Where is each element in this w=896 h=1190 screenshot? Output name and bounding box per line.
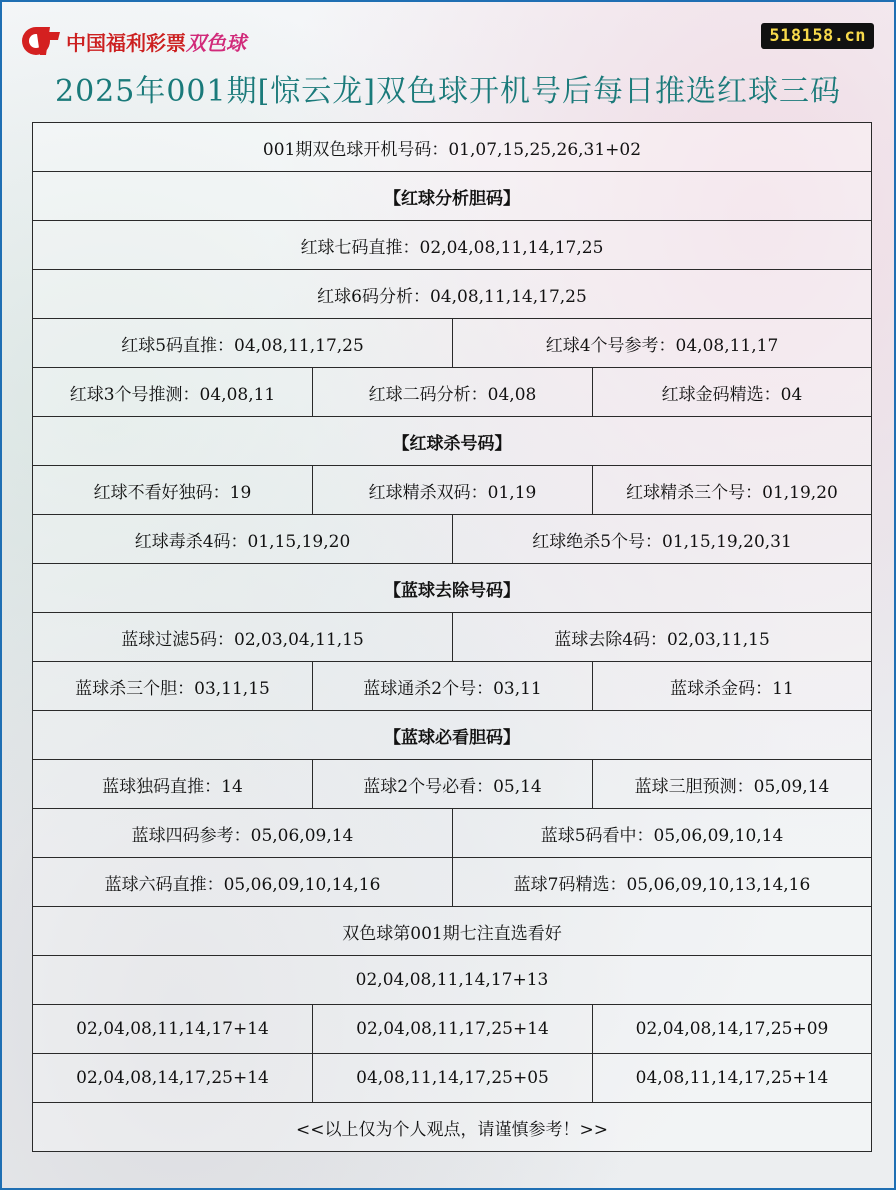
table-row	[33, 1054, 872, 1103]
table-cell: 蓝球2个号必看：05,14	[313, 760, 593, 809]
table-cell: 蓝球六码直推：05,06,09,10,14,16	[33, 858, 453, 907]
table-row	[33, 221, 872, 270]
table-cell: 02,04,08,14,17,25+09	[593, 1005, 872, 1054]
section-header: 【蓝球必看胆码】	[33, 711, 872, 760]
table-cell: 蓝球5码看中：05,06,09,10,14	[453, 809, 872, 858]
section-header: 【红球杀号码】	[33, 417, 872, 466]
table-row	[33, 466, 872, 515]
table-row	[33, 515, 872, 564]
table-row	[33, 417, 872, 466]
table-cell: 蓝球通杀2个号：03,11	[313, 662, 593, 711]
table-cell: 红球金码精选：04	[593, 368, 872, 417]
site-badge[interactable]: 518158.cn	[761, 23, 874, 49]
table-row	[33, 319, 872, 368]
table-row	[33, 907, 872, 956]
table-cell: 红球3个号推测：04,08,11	[33, 368, 313, 417]
table-row	[33, 809, 872, 858]
page-title: 2025年001期[惊云龙]双色球开机号后每日推选红球三码	[54, 74, 842, 109]
logo-subtext: 双色球	[186, 30, 246, 55]
table-row	[33, 1005, 872, 1054]
table-cell: 红球精杀三个号：01,19,20	[593, 466, 872, 515]
table-row	[33, 760, 872, 809]
table-cell: 02,04,08,14,17,25+14	[33, 1054, 313, 1103]
table-cell: 蓝球杀三个胆：03,11,15	[33, 662, 313, 711]
table-row	[33, 662, 872, 711]
table-cell: 红球4个号参考：04,08,11,17	[453, 319, 872, 368]
table-cell: 蓝球杀金码：11	[593, 662, 872, 711]
table-cell: 02,04,08,11,14,17+13	[33, 956, 872, 1005]
logo-text: 中国福利彩票双色球	[66, 30, 246, 55]
table-row	[33, 1103, 872, 1152]
table-cell: 02,04,08,11,17,25+14	[313, 1005, 593, 1054]
table-row	[33, 172, 872, 221]
table-cell: <<以上仅为个人观点，请谨慎参考！>>	[33, 1103, 872, 1152]
table-row	[33, 858, 872, 907]
prediction-table	[32, 122, 872, 1152]
table-cell: 04,08,11,14,17,25+05	[313, 1054, 593, 1103]
table-row	[33, 564, 872, 613]
section-header: 【红球分析胆码】	[33, 172, 872, 221]
table-row	[33, 368, 872, 417]
table-cell: 红球七码直推：02,04,08,11,14,17,25	[33, 221, 872, 270]
table-cell: 蓝球去除4码：02,03,11,15	[453, 613, 872, 662]
table-row	[33, 613, 872, 662]
table-cell: 红球精杀双码：01,19	[313, 466, 593, 515]
lottery-logo	[20, 24, 246, 58]
table-cell: 红球二码分析：04,08	[313, 368, 593, 417]
table-cell: 红球不看好独码：19	[33, 466, 313, 515]
table-cell: 02,04,08,11,14,17+14	[33, 1005, 313, 1054]
table-cell: 001期双色球开机号码：01,07,15,25,26,31+02	[33, 123, 872, 172]
table-row	[33, 123, 872, 172]
table-row	[33, 956, 872, 1005]
table-cell: 红球5码直推：04,08,11,17,25	[33, 319, 453, 368]
table-cell: 蓝球三胆预测：05,09,14	[593, 760, 872, 809]
table-cell: 04,08,11,14,17,25+14	[593, 1054, 872, 1103]
table-cell: 双色球第001期七注直选看好	[33, 907, 872, 956]
table-cell: 蓝球过滤5码：02,03,04,11,15	[33, 613, 453, 662]
table-cell: 红球绝杀5个号：01,15,19,20,31	[453, 515, 872, 564]
lottery-logo-icon	[20, 24, 64, 58]
table-cell: 蓝球7码精选：05,06,09,10,13,14,16	[453, 858, 872, 907]
table-row	[33, 270, 872, 319]
table-cell: 红球6码分析：04,08,11,14,17,25	[33, 270, 872, 319]
table-cell: 蓝球四码参考：05,06,09,14	[33, 809, 453, 858]
table-cell: 红球毒杀4码：01,15,19,20	[33, 515, 453, 564]
section-header: 【蓝球去除号码】	[33, 564, 872, 613]
table-cell: 蓝球独码直推：14	[33, 760, 313, 809]
table-row	[33, 711, 872, 760]
